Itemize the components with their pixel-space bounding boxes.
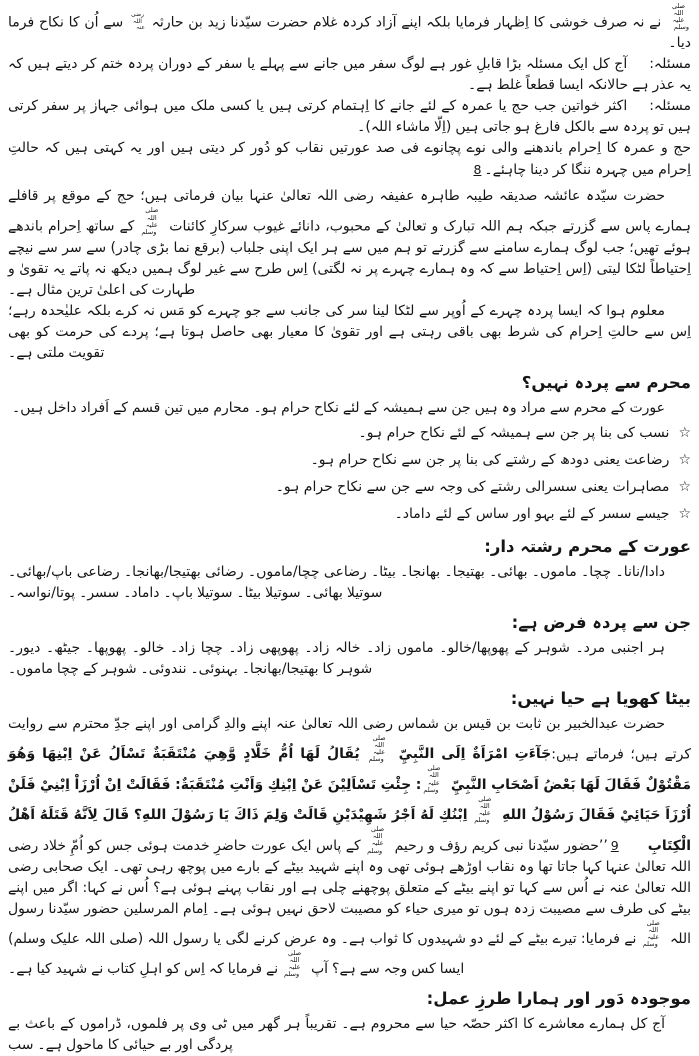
hadith-arabic-text: جَآءَتِ امْرَاَةٌ اِلَى النَّبِيِّ صلی اللہ علیہ وسلم يُقَالُ لَهَا اُمُّ خَلَّادٍ وَّهِيَ مُنْتَقَبَةٌ تَسْاَلُ عَنْ اِبْنِهَا وَهُوَ مَقْتُوْلٌ فَقَالَ لَهَا بَعْضُ اَصْحَابِ النَّبِيِّ صلی اللہ علیہ وسلم: جِئْتِ تَسْاَلِيْنَ عَنْ اِبْنِكِ وَاَنْتِ مُنْتَقَبَةٌ: فَقَالَتْ اِنْ اُرْزَاْ اِبْنِيْ فَلَنْ اُرْزَاَ حَيَائِيْ فَقَالَ رَسُوْلُ اللهِ صلی اللہ علیہ وسلم اِبْنُكِ لَهُ اَجْرُ شَهِيْدَيْنِ قَالَتْ وَلِمَ ذَاكَ يَا رَسُوْلَ اللهِ؟ قَالَ لِاَنَّهُ قَتَلَهُ اَهْلُ الْكِتَابِ (8, 733, 691, 854)
star-bullet-icon: ☆ (678, 451, 691, 468)
heading-mahram-se-pardah: محرم سے پردہ نہیں؟ (521, 372, 691, 392)
paragraph-masala-2 (8, 96, 691, 138)
sallallahu-alayhi-wasallam-mark: صلی اللہ علیہ وسلم (141, 206, 159, 236)
star-bullet-icon: ☆ (678, 424, 691, 441)
masala-text: آج کل ایک مسئلہ بڑا قابلِ غور ہے لوگ سفر میں جانے سے پہلے یا سفر کے دوران پردہ ختم کر دیتے ہیں کہ یہ عذر ہے حالانکہ ایسا قطعاً غلط ہے۔ (8, 56, 691, 94)
paragraph-pardah-farz-list: ہر اجنبی مرد۔ شوہر کے پھوپھا/خالو۔ ماموں زاد۔ خالہ زاد۔ پھوپھی زاد۔ چچا زاد۔ خالو۔ پھوپھا۔ جیٹھ۔ دیور۔ شوہر کا بھتیجا/بھانجا۔ بہنوئی۔ نندوئی۔ شوہر کے چچا ماموں۔ (8, 639, 665, 677)
heading-maujooda-daur: موجودہ دَور اور ہمارا طرزِ عمل: (426, 989, 691, 1009)
sallallahu-alayhi-wasallam-mark: صلی اللہ علیہ وسلم (368, 733, 386, 764)
sallallahu-alayhi-wasallam-mark: صلی اللہ علیہ وسلم (423, 764, 441, 794)
hadith-narrator-intro: حضرت عبدالخبیر بن ثابت بن قیس بن شماس رضی اللہ تعالیٰ عنہ اپنے والدِ گرامی اور اپنے جدِّ محترم سے روایت کرتے ہیں؛ فرماتے ہیں: (8, 715, 691, 763)
sallallahu-alayhi-wasallam-mark: صلی اللہ علیہ وسلم (474, 794, 492, 825)
bullet-text: مصاہرات یعنی سسرالی رشتے کی وجہ سے جن سے نکاح حرام ہو۔ (275, 478, 670, 495)
bullet-text: رضاعت یعنی دودھ کے رشتے کی بنا پر جن سے نکاح حرام ہو۔ (310, 451, 670, 468)
paragraph-text: حج و عمرہ کا اِحرام باندھنے والی نوے پچانوے فی صد عورتیں نقاب کو دُور کر دیتی ہیں اور یہ کہتی ہیں کہ حالتِ اِحرام میں چہرہ ننگا کر دینا چاہئے۔ (8, 140, 691, 179)
paragraph-mahram-relatives-list: دادا/نانا۔ چچا۔ ماموں۔ بھائی۔ بھتیجا۔ بھانجا۔ بیٹا۔ رضاعی چچا/ماموں۔ رضائی بھتیجا/بھانجا۔ رضاعی باپ/بھائی۔ سوتیلا بھائی۔ سوتیلا بیٹا۔ سوتیلا باپ۔ داماد۔ سسر۔ پوتا/نواسہ۔ (8, 563, 665, 601)
footnote-ref-9: 9 (610, 837, 619, 853)
sallallahu-alayhi-wasallam-mark: صلی اللہ علیہ وسلم (642, 918, 660, 948)
paragraph-maloom-hua: معلوم ہوا کہ ایسا پردہ چہرے کے اُوپر سے لٹکا لینا سر کی جانب سے جو چہرے کو مَس نہ کرے بلکہ علیٰحدہ رہے؛ اِس سے حالتِ اِحرام کی شرط بھی باقی رہتی ہے اور تقویٰ کا معیار بھی حاصل ہوتا ہے؛ پردے کی حرمت کو بھی تقویت ملتی ہے۔ (8, 302, 691, 361)
bullet-list (8, 420, 691, 528)
bullet-item (8, 501, 691, 528)
star-bullet-icon: ☆ (678, 505, 691, 522)
masala-label: مسئلہ: (649, 56, 691, 73)
bullet-text: جیسے سسر کے لئے بہو اور ساس کے لئے داماد۔ (394, 505, 670, 522)
paragraph-maujooda-daur: آج کل ہمارے معاشرے کا اکثر حصّہ حیا سے محروم ہے۔ تقریباً ہر گھر میں ٹی وی پر فلموں، ڈراموں کے باعث بے پردگی اور بے حیائی کا ماحول ہے۔ سب (8, 1016, 665, 1054)
hadith-urdu-translation: ’’حضور سیّدنا نبی کریم رؤف و رحیم صلی اللہ علیہ وسلم کے پاس ایک عورت حاضرِ خدمت ہوئی جس کو اُمِّ خلاد رضی اللہ تعالیٰ عنہا کہا جاتا تھا وہ نقاب اوڑھے ہوئی تھی وہ اپنے شہید بیٹے کے بارے میں پوچھ رہی تھی۔ ایک صحابی رضی اللہ تعالیٰ عنہ نے اُس سے کہا تو اپنے بیٹے کے متعلق پوچھنے چلی ہے اور نقاب پہنے ہوئی ہے؟ اُس نے کہا: اگر میں اپنے بیٹے کی طرف سے مصیبت زدہ ہوں تو میری حیاء کو مصیبت لاحق نہیں ہوئی ہے۔ اِمام المرسلین حضور سیّدنا رسول اللہ صلی اللہ علیہ وسلم نے فرمایا: تیرے بیٹے کے لئے دو شہیدوں کا ثواب ہے۔ وہ عرض کرنے لگی یا رسول اللہ (صلی اللہ علیک وسلم) ایسا کس وجہ سے ہے؟ آپ صلی اللہ علیہ وسلم نے فرمایا کہ اِس کو اہلِ کتاب نے شہید کیا ہے۔ (8, 825, 691, 979)
sallallahu-alayhi-wasallam-mark: صلی اللہ علیہ وسلم (367, 825, 385, 855)
paragraph-hadith (8, 714, 691, 981)
heading-pardah-farz: جن سے پردہ فرض ہے: (511, 612, 691, 632)
sallallahu-alayhi-wasallam-mark: صلی اللہ علیہ وسلم (671, 2, 689, 32)
sallallahu-alayhi-wasallam-mark: صلی اللہ علیہ وسلم (284, 948, 302, 979)
masala-label: مسئلہ: (649, 98, 691, 115)
paragraph-nikah-continuation: صلی اللہ علیہ وسلم نے نہ صرف خوشی کا اِظہار فرمایا بلکہ اپنے آزاد کردہ غلام حضرت سیّدنا زید بن حارثہ رضی اللہ عنہ سے اُن کا نکاح فرما دیا۔ (8, 2, 691, 52)
footnote-ref-8: 8 (473, 162, 482, 178)
star-bullet-icon: ☆ (678, 478, 691, 495)
bullet-item (8, 447, 691, 474)
paragraph-masala-1 (8, 54, 691, 96)
bullet-item (8, 420, 691, 447)
heading-beta-khoya: بیٹا کھویا ہے حیا نہیں: (510, 688, 691, 708)
bullet-item (8, 474, 691, 501)
bullet-text: نسب کی بنا پر جن سے ہمیشہ کے لئے نکاح حرام ہو۔ (358, 424, 670, 441)
paragraph-aisha-narration: حضرت سیّدہ عائشہ صدیقہ طیبہ طاہرہ عفیفہ رضی اللہ تعالیٰ عنہا بیان فرماتی ہیں؛ حج کے موقع پر قافلے ہمارے پاس سے گزرتے جبکہ ہم اللہ تبارک و تعالیٰ کے محبوب، دانائے غیوب سرکارِ کائنات صلی اللہ علیہ وسلم کے ساتھ اِحرام باندھے ہوئے تھیں؛ جب لوگ ہمارے سامنے سے گزرتے تو ہم میں سے ہر ایک اپنی جلباب (برقع نما بڑی چادر) سے سر سے نیچے اِحتیاطاً لٹکا لیتی (اِس اِحتیاط سے کہ وہ ہمارے چہرے پر نہ لگتی) اِس طرح سے غیر لوگ ہمیں دیکھ نہ پاتے یہ تقویٰ و طہارت کی اعلیٰ ترین مثال ہے۔ (8, 188, 692, 298)
paragraph-mahram-definition: عورت کے محرم سے مراد وہ ہیں جن سے ہمیشہ کے لئے نکاح حرام ہو۔ محارم میں تین قسم کے اَفراد داخل ہیں۔ (12, 399, 665, 416)
heading-mahram-rishtedar: عورت کے محرم رشتہ دار: (484, 536, 691, 556)
masala-text: اکثر خواتین جب حج یا عمرہ کے لئے جانے کا اِہتمام کرتی ہیں یا کسی ملک میں ہوائی جہاز پر سفر کرتی ہیں تو پردہ سے بالکل فارغ ہو جاتی ہیں (اِلّا ماشاء اللہ)۔ (8, 98, 691, 136)
radi-allahu-anhu-mark: رضی اللہ عنہ (130, 11, 145, 32)
paragraph-ihram (8, 138, 691, 181)
